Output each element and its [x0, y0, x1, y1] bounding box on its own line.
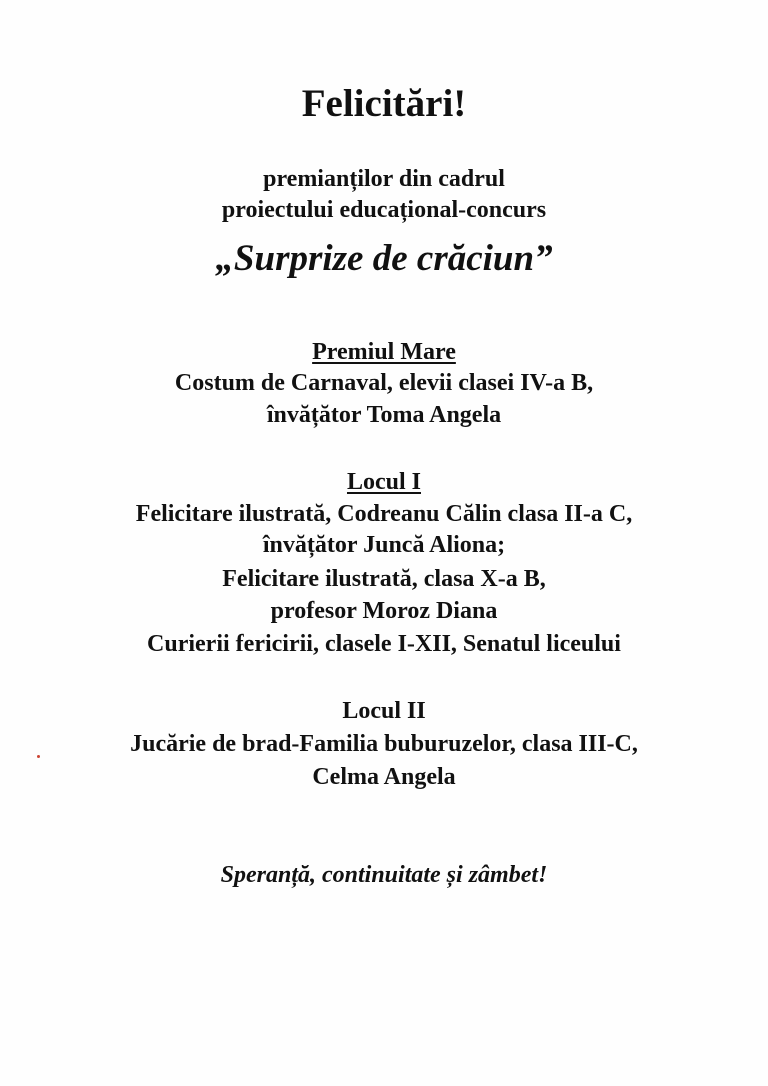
award-line: învățător Toma Angela	[266, 402, 502, 428]
contest-name: „Surprize de crăciun”	[215, 238, 553, 279]
section-heading-premiul-mare	[0, 337, 768, 367]
closing-motto: Speranță, continuitate și zâmbet!	[220, 862, 548, 888]
award-line: Curierii fericirii, clasele I-XII, Senatul liceului	[147, 631, 621, 657]
heading-text: Premiul Mare	[312, 339, 456, 365]
heading-text: Locul I	[346, 469, 421, 495]
section-heading-locul-1	[0, 467, 768, 497]
award-line: Jucărie de brad-Familia buburuzelor, clasa III-C,	[130, 731, 638, 757]
intro-line: premianților din cadrul	[263, 166, 505, 192]
award-line: Celma Angela	[312, 764, 456, 790]
award-line: Felicitare ilustrată, clasa X-a B,	[222, 566, 546, 592]
scan-speck	[37, 755, 40, 758]
page-title: Felicitări!	[301, 82, 467, 125]
award-line: Felicitare ilustrată, Codreanu Călin clasa II-a C,	[135, 501, 633, 527]
award-line: Costum de Carnaval, elevii clasei IV-a B,	[174, 370, 594, 396]
intro-line: proiectului educațional-concurs	[221, 197, 547, 223]
section-heading-locul-2: Locul II	[342, 698, 426, 724]
award-line: învățător Juncă Aliona;	[262, 532, 506, 558]
award-line: profesor Moroz Diana	[270, 598, 498, 624]
